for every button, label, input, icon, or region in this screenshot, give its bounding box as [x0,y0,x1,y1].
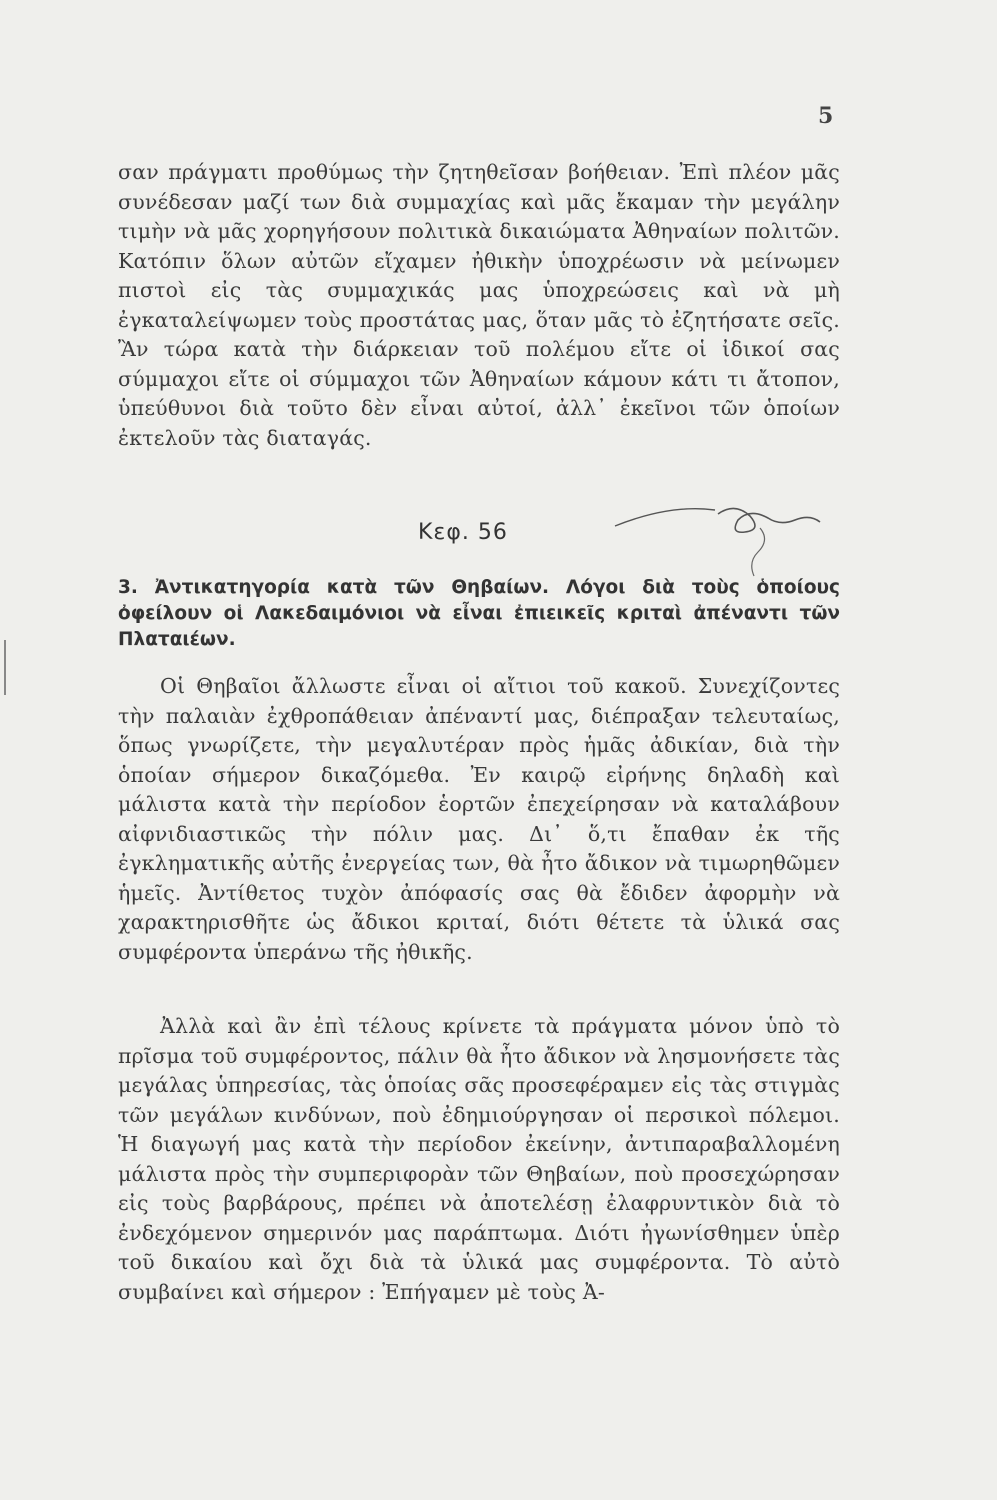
body-paragraph-1: σαν πράγματι προθύμως τὴν ζητηθεῖσαν βοήθειαν. Ἐπὶ πλέον μᾶς συνέδεσαν μαζί των διὰ συμμαχίας καὶ μᾶς ἔκαμαν τὴν μεγάλην τιμὴν νὰ μᾶς χορηγήσουν πολιτικὰ δικαιώματα Ἀθηναίων πολιτῶν. Κατόπιν ὅλων αὐτῶν εἴχαμεν ἠθικὴν ὑποχρέωσιν νὰ μείνωμεν πιστοὶ εἰς τὰς συμμαχικάς μας ὑποχρεώσεις καὶ νὰ μὴ ἐγκαταλείψωμεν τοὺς προστάτας μας, ὅταν μᾶς τὸ ἐζητήσατε σεῖς. Ἂν τώρα κατὰ τὴν διάρκειαν τοῦ πολέμου εἴτε οἱ ἰδικοί σας σύμμαχοι εἴτε οἱ σύμμαχοι τῶν Ἀθηναίων κάμουν κάτι τι ἄτοπον, ὑπεύθυνοι διὰ τοῦτο δὲν εἶναι αὐτοί, ἀλλ᾽ ἐκεῖνοι τῶν ὁποίων ἐκτελοῦν τὰς διαταγάς. [118,160,840,450]
body-paragraph-2: Οἱ Θηβαῖοι ἄλλωστε εἶναι οἱ αἴτιοι τοῦ κακοῦ. Συνεχίζοντες τὴν παλαιὰν ἐχθροπάθειαν ἀπέναντί μας, διέπραξαν τελευταίως, ὅπως γνωρίζετε, τὴν μεγαλυτέραν πρὸς ἡμᾶς ἀδικίαν, διὰ τὴν ὁποίαν σήμερον δικαζόμεθα. Ἐν καιρῷ εἰρήνης δηλαδὴ καὶ μάλιστα κατὰ τὴν περίοδον ἑορτῶν ἐπεχείρησαν νὰ καταλάβουν αἰφνιδιαστικῶς τὴν πόλιν μας. Δι᾽ ὅ,τι ἔπαθαν ἐκ τῆς ἐγκληματικῆς αὐτῆς ἐνεργείας των, θὰ ἦτο ἄδικον νὰ τιμωρηθῶμεν ἡμεῖς. Ἀντίθετος τυχὸν ἀπόφασίς σας θὰ ἔδιδεν ἀφορμὴν νὰ χαρακτηρισθῆτε ὡς ἄδικοι κριταί, διότι θέτετε τὰ ὑλικά σας συμφέροντα ὑπεράνω τῆς ἠθικῆς. [118,674,840,964]
margin-mark [4,640,6,695]
body-paragraph-3: Ἀλλὰ καὶ ἂν ἐπὶ τέλους κρίνετε τὰ πράγματα μόνον ὑπὸ τὸ πρῖσμα τοῦ συμφέροντος, πάλιν θὰ ἦτο ἄδικον νὰ λησμονήσετε τὰς μεγάλας ὑπηρεσίας, τὰς ὁποίας σᾶς προσεφέραμεν εἰς τὰς στιγμὰς τῶν μεγάλων κινδύνων, ποὺ ἐδημιούργησαν οἱ περσικοὶ πόλεμοι. Ἡ διαγωγή μας κατὰ τὴν περίοδον ἐκείνην, ἀντιπαραβαλλομένη μάλιστα πρὸς τὴν συμπεριφορὰν τῶν Θηβαίων, ποὺ προσεχώρησαν εἰς τοὺς βαρβάρους, πρέπει νὰ ἀποτελέσῃ ἐλαφρυντικὸν διὰ τὸ ἐνδεχόμενον σημερινόν μας παράπτωμα. Διότι ἠγωνίσθημεν ὑπὲρ τοῦ δικαίου καὶ ὄχι διὰ τὰ ὑλικά μας συμφέροντα. Τὸ αὐτὸ συμβαίνει καὶ σήμερον : Ἐπήγαμεν μὲ τοὺς Ἀ- [118,1014,840,1304]
handwritten-signature [610,496,830,586]
section-heading: 3. Ἀντικατηγορία κατὰ τῶν Θηβαίων. Λόγοι διὰ τοὺς ὁποίους ὀφείλουν οἱ Λακεδαιμόνιοι νὰ εἶναι ἐπιεικεῖς κριταὶ ἀπέναντι τῶν Πλαταιέων. [118,577,840,650]
page-number: 5 [818,103,834,129]
chapter-heading: Κεφ. 56 [418,520,508,545]
